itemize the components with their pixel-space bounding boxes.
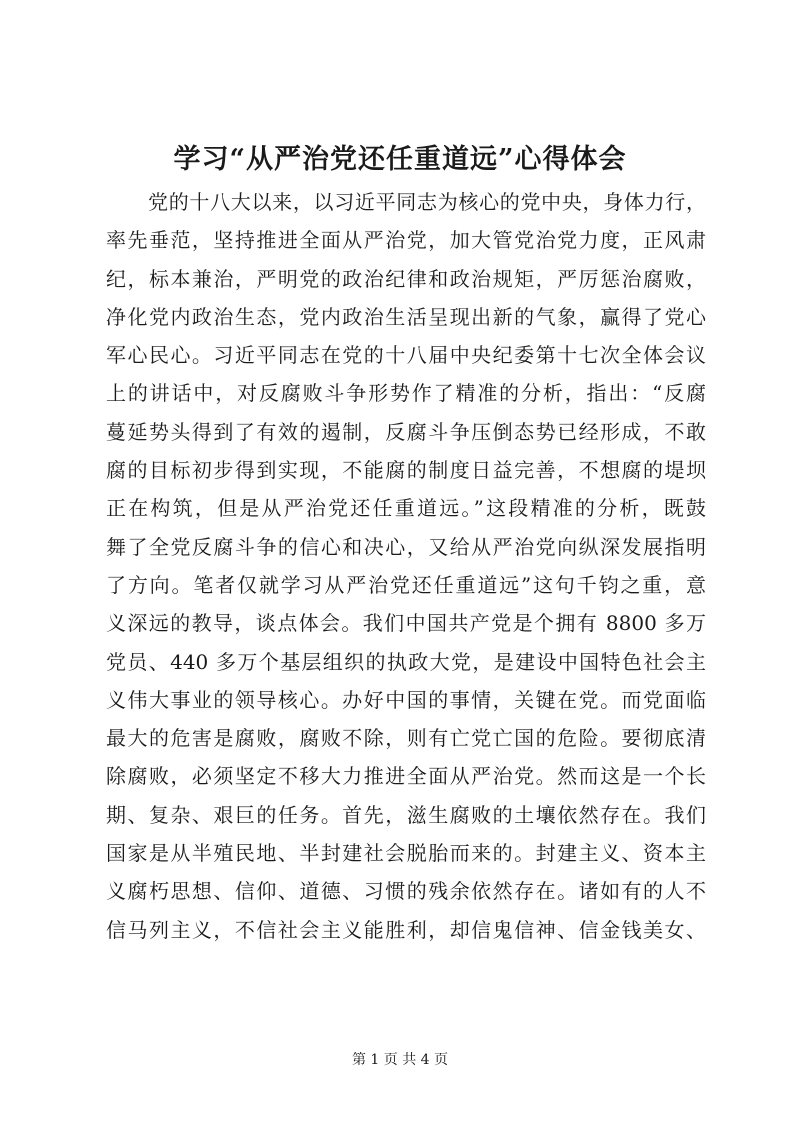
document-title: 学习“从严治党还任重道远”心得体会: [173, 144, 627, 175]
body-line: 义深远的教导，谈点体会。我们中国共产党是个拥有 8800 多万: [106, 611, 706, 636]
body-line: 期、复杂、艰巨的任务。首先，滋生腐败的土壤依然存在。我们: [106, 802, 706, 827]
document-body: [106, 183, 706, 949]
body-line: 净化党内政治生态，党内政治生活呈现出新的气象，赢得了党心: [106, 304, 706, 329]
body-line: 义腐朽思想、信仰、道德、习惯的残余依然存在。诸如有的人不: [106, 879, 706, 904]
body-line: 最大的危害是腐败，腐败不除，则有亡党亡国的危险。要彻底清: [106, 726, 706, 751]
body-line: 义伟大事业的领导核心。办好中国的事情，关键在党。而党面临: [106, 687, 706, 712]
body-line: 舞了全党反腐斗争的信心和决心，又给从严治党向纵深发展指明: [106, 534, 706, 559]
body-line: 腐的目标初步得到实现，不能腐的制度日益完善，不想腐的堤坝: [106, 458, 706, 483]
body-line: 党的十八大以来，以习近平同志为核心的党中央，身体力行，: [148, 190, 706, 214]
body-line: 了方向。笔者仅就学习从严治党还任重道远”这句千钧之重，意: [106, 572, 706, 597]
body-line: 信马列主义，不信社会主义能胜利，却信鬼信神、信金钱美女、: [106, 917, 706, 942]
body-line: 国家是从半殖民地、半封建社会脱胎而来的。封建主义、资本主: [106, 841, 706, 866]
body-line: 正在构筑，但是从严治党还任重道远。”这段精准的分析，既鼓: [106, 496, 706, 521]
body-line: 除腐败，必须坚定不移大力推进全面从严治党。然而这是一个长: [106, 764, 706, 789]
body-line: 上的讲话中，对反腐败斗争形势作了精准的分析，指出：“反腐: [106, 381, 706, 406]
body-line: 纪，标本兼治，严明党的政治纪律和政治规矩，严厉惩治腐败，: [106, 266, 706, 291]
body-line: 蔓延势头得到了有效的遏制，反腐斗争压倒态势已经形成，不敢: [106, 419, 706, 444]
body-line: 军心民心。习近平同志在党的十八届中央纪委第十七次全体会议: [106, 343, 706, 368]
page-footer: 第 1 页 共 4 页: [351, 1052, 449, 1068]
body-line: 率先垂范，坚持推进全面从严治党，加大管党治党力度，正风肃: [106, 228, 706, 253]
body-line: 党员、440 多万个基层组织的执政大党，是建设中国特色社会主: [106, 649, 706, 674]
